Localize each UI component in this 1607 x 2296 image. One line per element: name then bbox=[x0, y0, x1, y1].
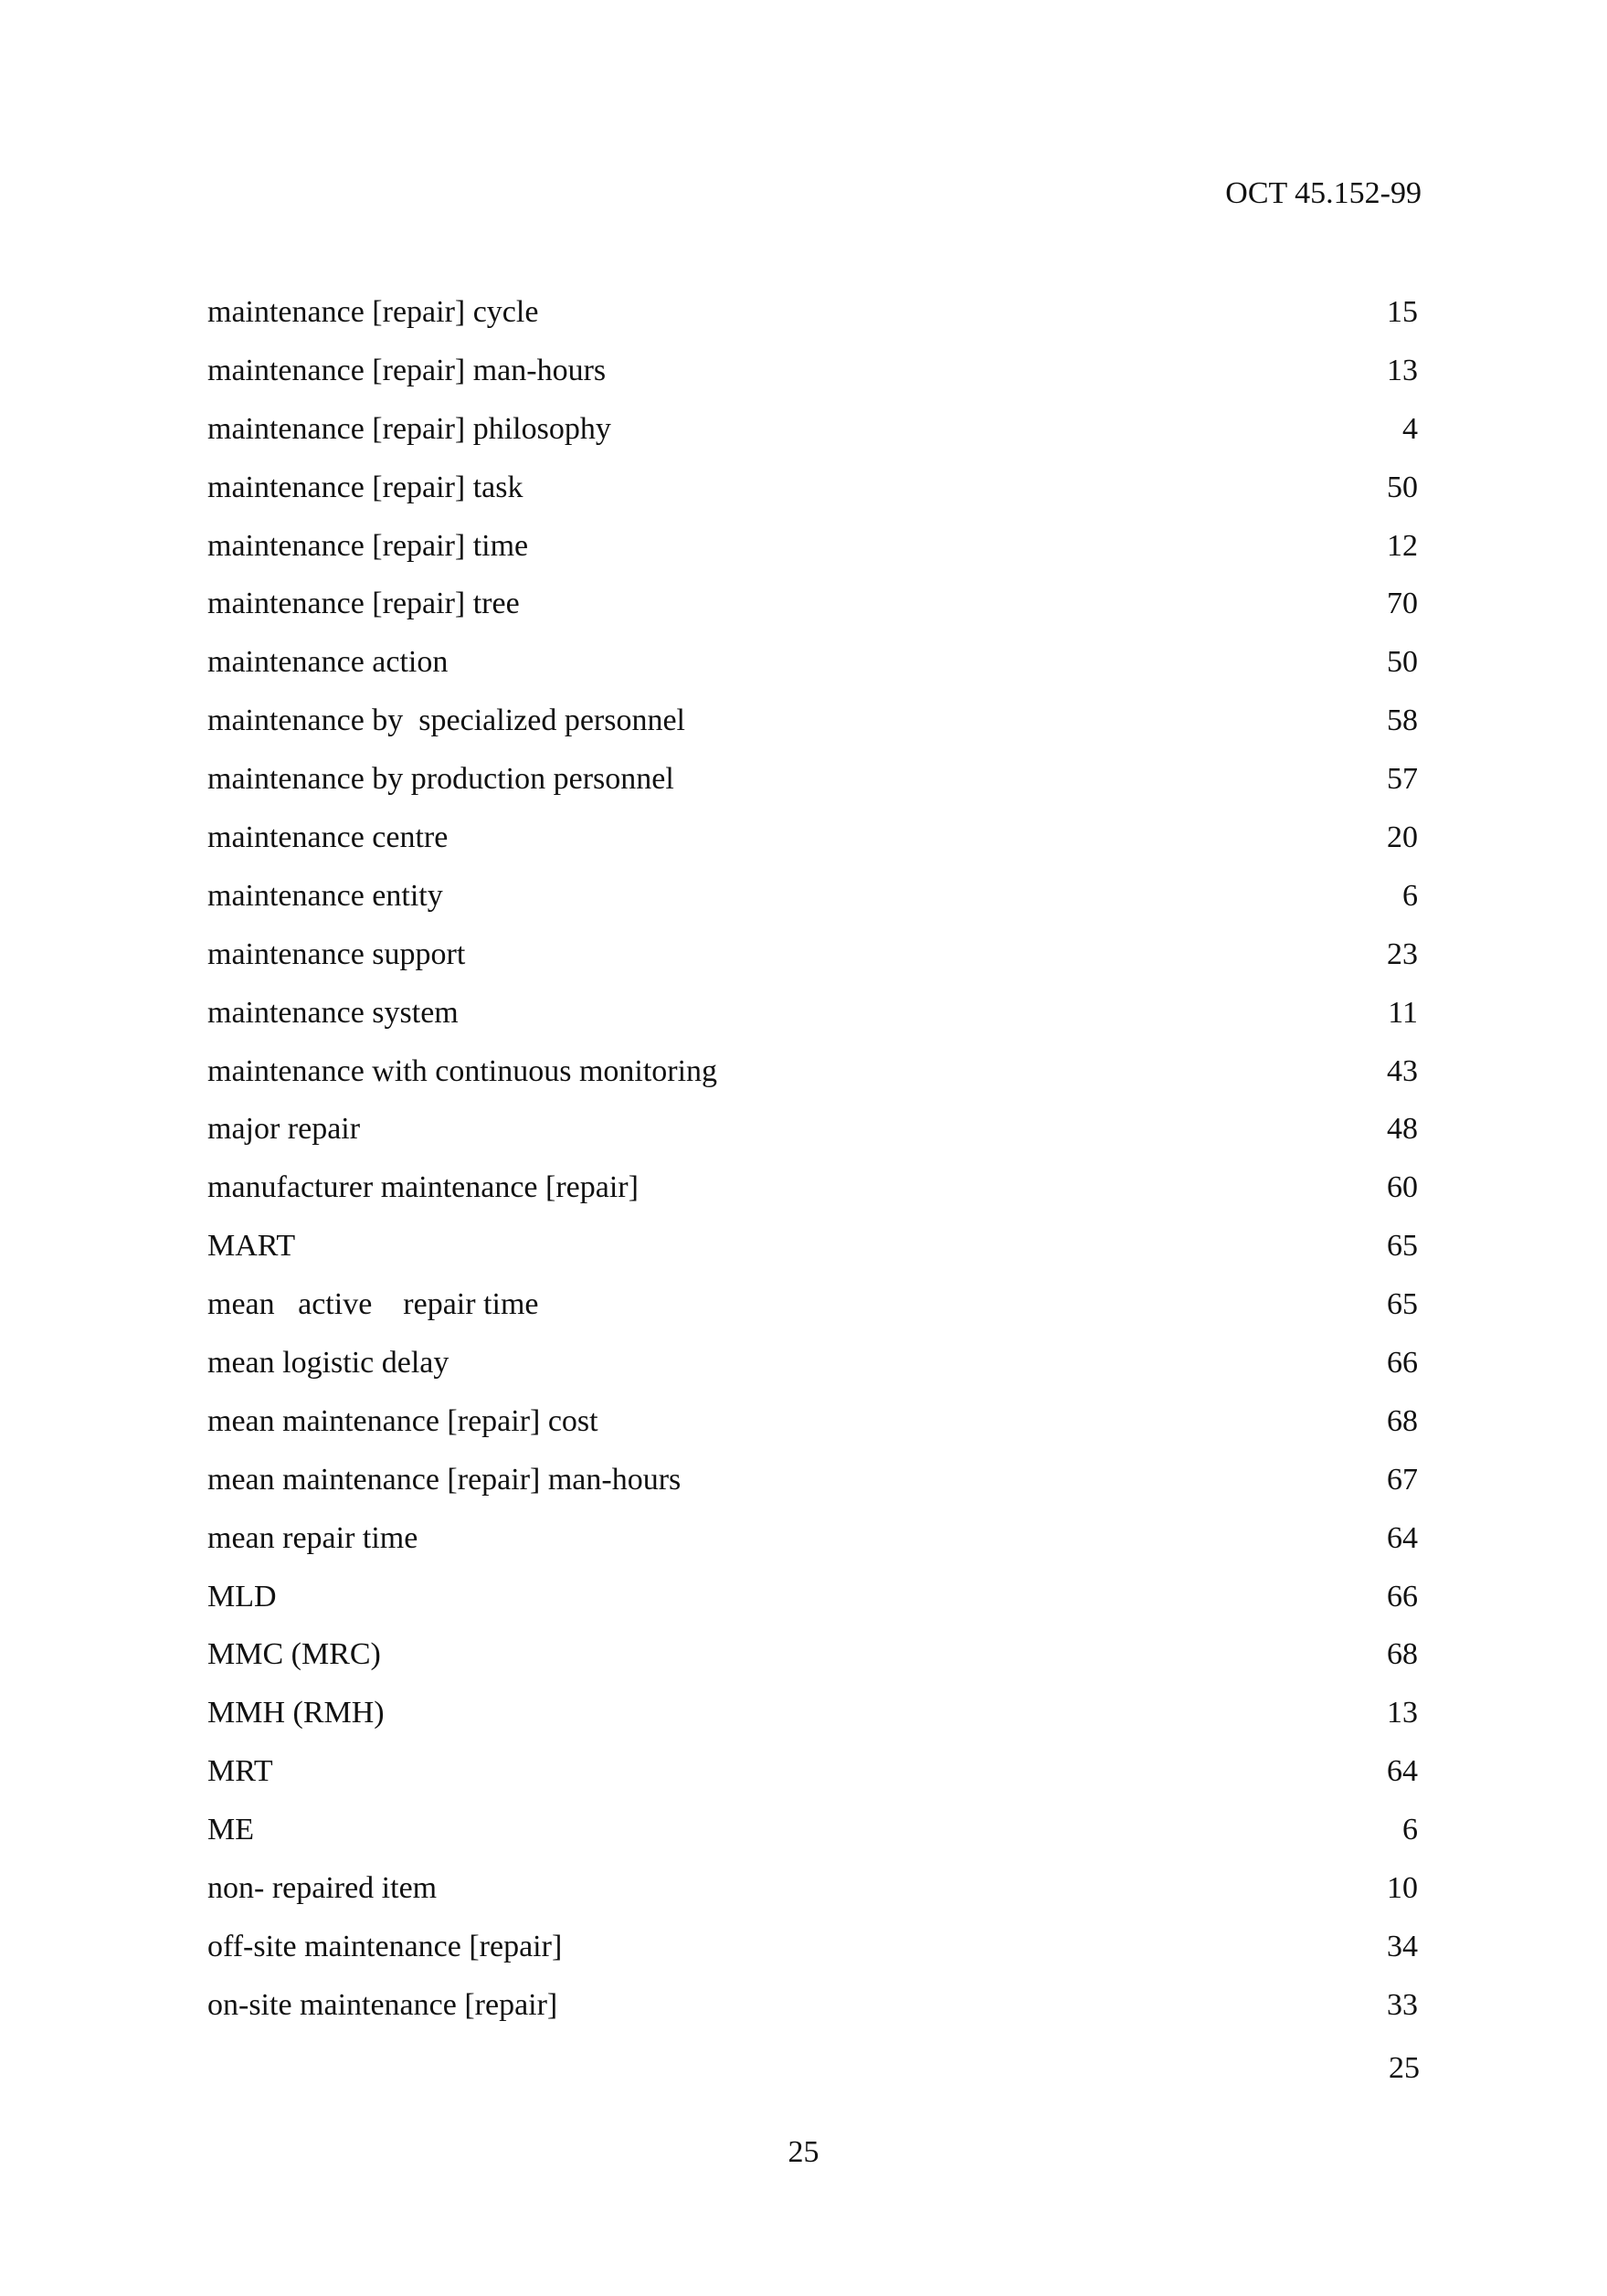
index-term: MLD bbox=[207, 1579, 277, 1614]
index-term: on-site maintenance [repair] bbox=[207, 1987, 558, 2022]
index-ref-number: 70 bbox=[1387, 587, 1418, 621]
index-ref-number: 11 bbox=[1388, 995, 1418, 1030]
index-term: maintenance system bbox=[207, 995, 459, 1030]
index-term: ME bbox=[207, 1813, 254, 1847]
index-ref-number: 13 bbox=[1387, 1696, 1418, 1730]
index-entry bbox=[207, 1345, 1418, 1403]
index-ref-number: 65 bbox=[1387, 1229, 1418, 1264]
index-term: maintenance [repair] cycle bbox=[207, 295, 539, 329]
index-entry bbox=[207, 1579, 1418, 1637]
index-ref-number: 43 bbox=[1387, 1053, 1418, 1088]
index-entry bbox=[207, 820, 1418, 878]
index-list bbox=[207, 294, 1418, 2046]
index-ref-number: 57 bbox=[1387, 762, 1418, 797]
index-term: maintenance [repair] man-hours bbox=[207, 353, 607, 387]
index-entry bbox=[207, 1228, 1418, 1286]
index-ref-number: 48 bbox=[1387, 1112, 1418, 1147]
index-entry bbox=[207, 703, 1418, 761]
index-entry bbox=[207, 1169, 1418, 1228]
index-ref-number: 6 bbox=[1402, 1813, 1418, 1847]
index-entry bbox=[207, 1286, 1418, 1345]
index-ref-number: 10 bbox=[1387, 1871, 1418, 1906]
index-entry bbox=[207, 1870, 1418, 1929]
corner-page-number: 25 bbox=[1389, 2051, 1420, 2085]
index-ref-number: 34 bbox=[1387, 1929, 1418, 1963]
index-ref-number: 64 bbox=[1387, 1754, 1418, 1789]
index-entry bbox=[207, 1520, 1418, 1579]
index-term: non- repaired item bbox=[207, 1871, 438, 1906]
index-ref-number: 58 bbox=[1387, 704, 1418, 738]
index-entry bbox=[207, 353, 1418, 411]
index-entry bbox=[207, 644, 1418, 703]
page-number: 25 bbox=[788, 2135, 819, 2169]
index-term: maintenance entity bbox=[207, 878, 443, 913]
index-ref-number: 4 bbox=[1402, 411, 1418, 446]
index-ref-number: 68 bbox=[1387, 1637, 1418, 1672]
index-ref-number: 64 bbox=[1387, 1520, 1418, 1555]
index-term: major repair bbox=[207, 1112, 361, 1147]
index-ref-number: 50 bbox=[1387, 645, 1418, 680]
index-term: maintenance [repair] tree bbox=[207, 587, 520, 621]
index-entry bbox=[207, 411, 1418, 470]
index-term: mean maintenance [repair] cost bbox=[207, 1403, 598, 1438]
index-ref-number: 33 bbox=[1387, 1987, 1418, 2022]
index-entry bbox=[207, 294, 1418, 353]
index-term: mean repair time bbox=[207, 1520, 418, 1555]
index-entry bbox=[207, 1403, 1418, 1462]
index-entry bbox=[207, 1111, 1418, 1169]
index-entry bbox=[207, 528, 1418, 587]
index-term: maintenance action bbox=[207, 645, 449, 680]
index-ref-number: 6 bbox=[1402, 878, 1418, 913]
index-entry bbox=[207, 1695, 1418, 1753]
index-ref-number: 66 bbox=[1387, 1346, 1418, 1381]
index-entry bbox=[207, 586, 1418, 644]
index-term: maintenance by production personnel bbox=[207, 762, 674, 797]
index-ref-number: 12 bbox=[1387, 528, 1418, 563]
index-term: maintenance by specialized personnel bbox=[207, 704, 685, 738]
index-ref-number: 50 bbox=[1387, 470, 1418, 504]
index-entry bbox=[207, 995, 1418, 1053]
index-entry bbox=[207, 1053, 1418, 1112]
index-term: maintenance [repair] time bbox=[207, 528, 529, 563]
index-term: mean maintenance [repair] man-hours bbox=[207, 1462, 682, 1497]
index-ref-number: 66 bbox=[1387, 1579, 1418, 1614]
index-ref-number: 60 bbox=[1387, 1170, 1418, 1205]
document-code: OCT 45.152-99 bbox=[1225, 176, 1422, 210]
index-term: mean active repair time bbox=[207, 1287, 539, 1322]
index-entry bbox=[207, 470, 1418, 528]
index-ref-number: 23 bbox=[1387, 936, 1418, 971]
index-ref-number: 15 bbox=[1387, 295, 1418, 329]
index-entry bbox=[207, 1462, 1418, 1520]
index-entry bbox=[207, 878, 1418, 936]
index-ref-number: 65 bbox=[1387, 1287, 1418, 1322]
index-term: manufacturer maintenance [repair] bbox=[207, 1170, 639, 1205]
index-entry bbox=[207, 1987, 1418, 2046]
index-ref-number: 67 bbox=[1387, 1462, 1418, 1497]
index-ref-number: 13 bbox=[1387, 353, 1418, 387]
index-term: MMH (RMH) bbox=[207, 1696, 385, 1730]
index-term: MMC (MRC) bbox=[207, 1637, 381, 1672]
index-entry bbox=[207, 1636, 1418, 1695]
index-ref-number: 20 bbox=[1387, 820, 1418, 855]
index-term: maintenance with continuous monitoring bbox=[207, 1053, 718, 1088]
index-term: MRT bbox=[207, 1754, 273, 1789]
index-term: maintenance centre bbox=[207, 820, 449, 855]
index-term: maintenance [repair] philosophy bbox=[207, 411, 611, 446]
index-entry bbox=[207, 1929, 1418, 1987]
index-term: maintenance support bbox=[207, 936, 466, 971]
index-ref-number: 68 bbox=[1387, 1403, 1418, 1438]
index-entry bbox=[207, 936, 1418, 995]
index-entry bbox=[207, 1812, 1418, 1870]
index-entry bbox=[207, 761, 1418, 820]
index-term: mean logistic delay bbox=[207, 1346, 449, 1381]
index-term: off-site maintenance [repair] bbox=[207, 1929, 563, 1963]
index-entry bbox=[207, 1753, 1418, 1812]
index-term: MART bbox=[207, 1229, 296, 1264]
index-term: maintenance [repair] task bbox=[207, 470, 523, 504]
